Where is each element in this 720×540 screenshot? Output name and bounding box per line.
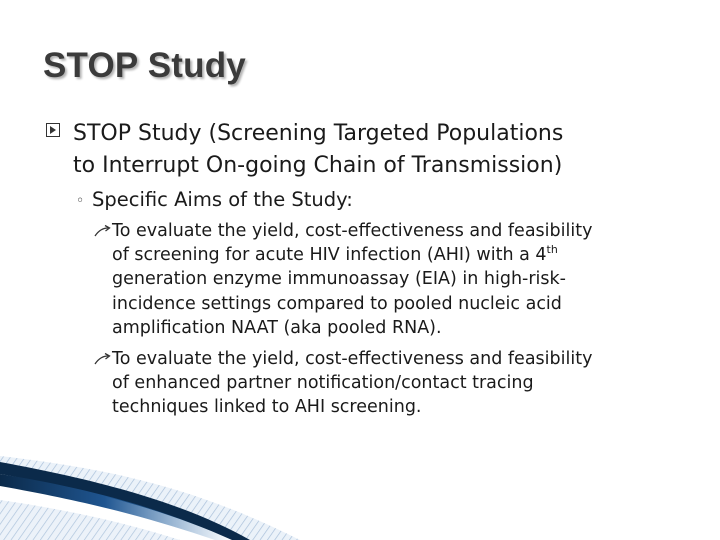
aim-line: amplification NAAT (aka pooled RNA). bbox=[112, 317, 442, 338]
circle-icon: ◦ bbox=[76, 193, 85, 209]
bullet-level-1-line: STOP Study (Screening Targeted Populations bbox=[73, 121, 564, 146]
aim-line: To evaluate the yield, cost-effectiveness and feasibility bbox=[112, 349, 593, 369]
superscript: th bbox=[546, 243, 558, 257]
aim-line: To evaluate the yield, cost-effectiveness and feasibility bbox=[112, 221, 593, 241]
slide-title: STOP Study bbox=[43, 46, 246, 85]
arrow-square-icon bbox=[46, 123, 60, 137]
swoosh-arrow-icon bbox=[94, 223, 112, 239]
bullet-level-2-text: Specific Aims of the Study: bbox=[92, 188, 353, 211]
bullet-level-3-text bbox=[112, 347, 690, 420]
swoosh-arrow-icon bbox=[94, 351, 112, 367]
bullet-level-3-text bbox=[112, 219, 690, 340]
decorative-swoosh bbox=[0, 440, 720, 540]
aim-line: incidence settings compared to pooled nucleic acid bbox=[112, 293, 562, 314]
aim-line: generation enzyme immunoassay (EIA) in high-risk- bbox=[112, 269, 566, 290]
bullet-level-1-text bbox=[73, 118, 673, 182]
bullet-level-1-line: to Interrupt On-going Chain of Transmission) bbox=[73, 153, 563, 178]
aim-line: of enhanced partner notification/contact tracing bbox=[112, 373, 534, 394]
aim-line-text: of screening for acute HIV infection (AHI) with a 4 bbox=[112, 245, 547, 266]
aim-line bbox=[112, 243, 690, 267]
aim-line: techniques linked to AHI screening. bbox=[112, 397, 422, 418]
